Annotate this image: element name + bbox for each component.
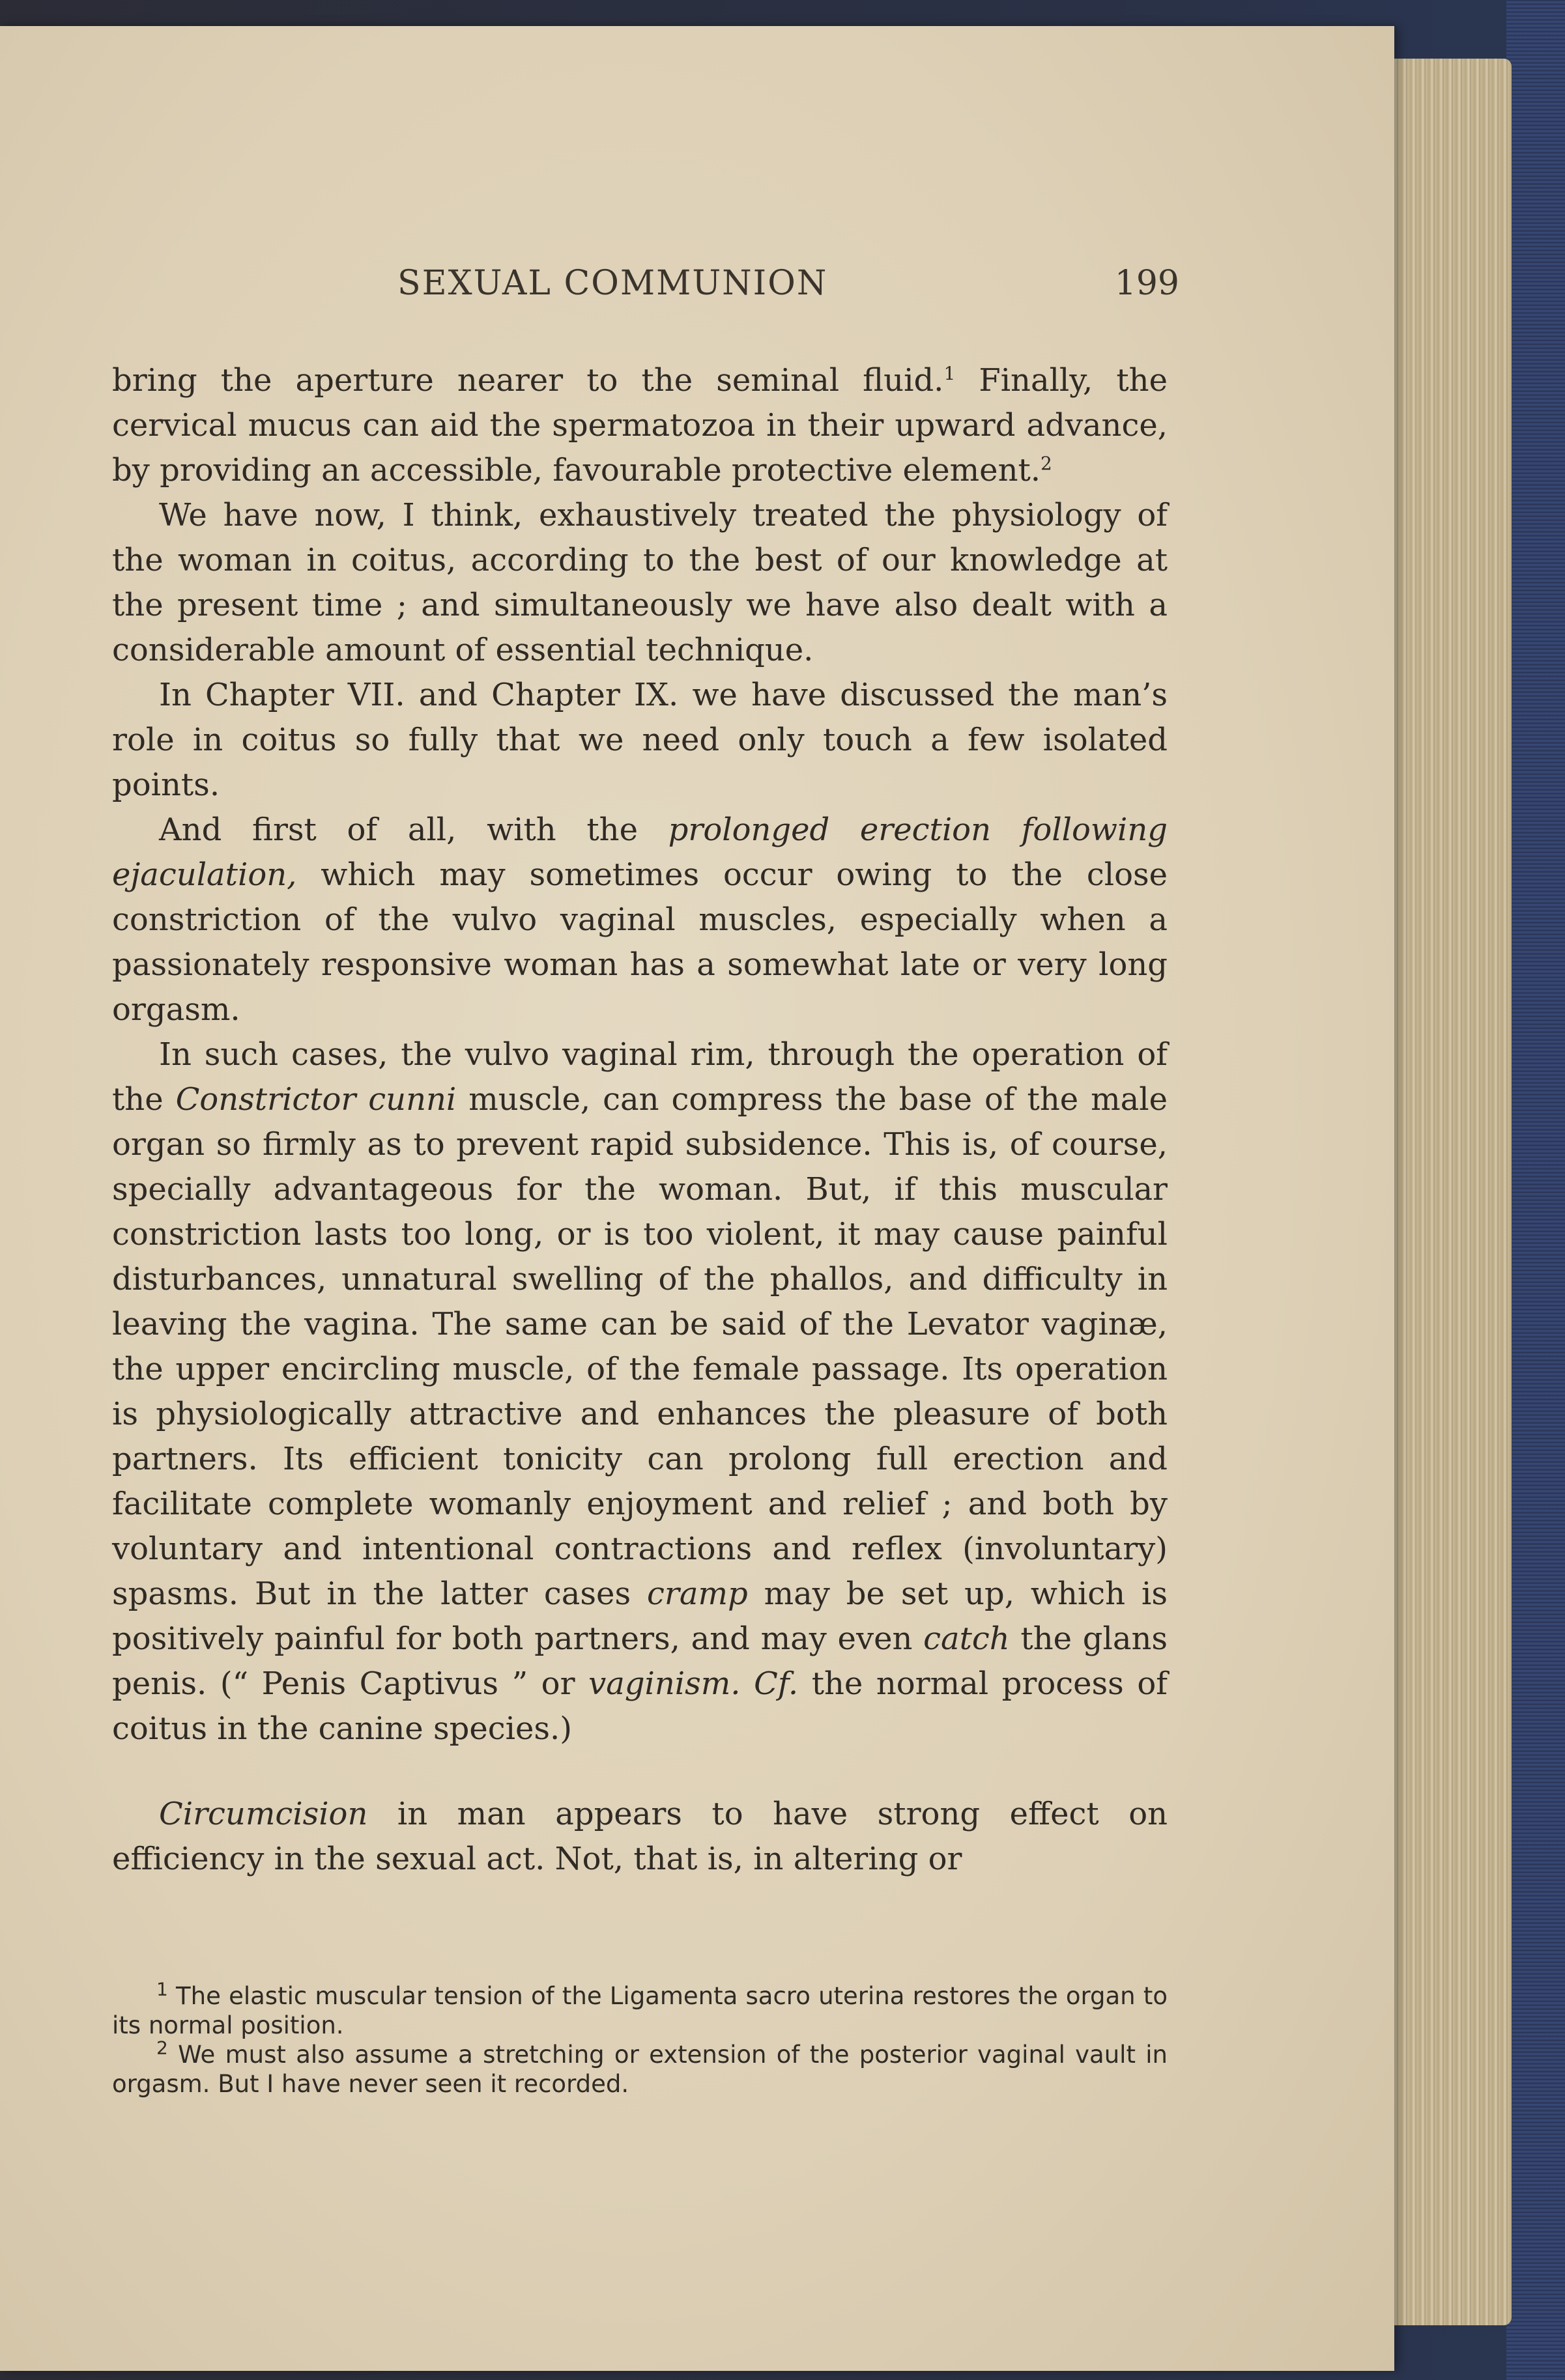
text-run: in man appears to have strong effect on efficiency in the sexual act. Not, that is, in altering or <box>112 1796 1168 1877</box>
italic-text: prolonged erection following ejaculation, <box>112 812 1168 893</box>
footnote <box>112 1978 1168 2040</box>
paragraph <box>112 1032 1168 1751</box>
running-head <box>111 264 1179 322</box>
italic-text: Circumcision <box>159 1796 368 1832</box>
paragraph <box>112 1792 1168 1882</box>
text-run: bring the aperture nearer to the seminal fluid. <box>112 362 944 399</box>
footnote-mark: 2 <box>156 2037 168 2059</box>
text-run: In such cases, the vulvo vaginal rim, through the operation of the <box>112 1036 1168 1118</box>
text-run: which may sometimes occur owing to the close constriction of the vulvo vaginal muscles, especially when a passionately responsive woman has a somewhat late or very long orgasm. <box>112 857 1168 1028</box>
footnote-mark: 1 <box>156 1978 168 2000</box>
italic-text: vaginism. Cf. <box>588 1665 799 1702</box>
text-run: may be set up, which is positively painful for both partners, and may even <box>112 1576 1168 1657</box>
text-run: muscle, can compress the base of the male organ so firmly as to prevent rapid subsidence. This is, of course, specially advantageous for the woman. But, if this muscular constriction lasts too long, or is too violent, it may cause painful disturbances, unnatural swelling of the phallos, and difficulty in leaving the vagina. The same can be said of the Levator vaginæ, the upper encircling muscle, of the female passage. Its operation is physiologically attractive and enhances the pleasure of both partners. Its efficient tonicity can prolong full erection and facilitate complete womanly enjoyment and relief ; and both by voluntary and intentional contractions and reflex (involuntary) spasms. But in the latter cases <box>112 1081 1168 1612</box>
paragraph <box>112 673 1168 808</box>
text-run: In Chapter VII. and Chapter IX. we have discussed the man’s role in coitus so fully that we need only touch a few isolated points. <box>112 677 1168 803</box>
paragraph <box>112 808 1168 1032</box>
italic-text: Constrictor cunni <box>175 1081 457 1118</box>
italic-text: catch <box>923 1621 1010 1657</box>
italic-text: cramp <box>647 1576 748 1612</box>
book-page <box>0 26 1394 2371</box>
text-run: Finally, the cervical mucus can aid the spermatozoa in their upward advance, by providing an accessible, favourable protective element. <box>112 362 1168 489</box>
text-run: the normal process of coitus in the canine species.) <box>112 1665 1168 1747</box>
running-title: SEXUAL COMMUNION <box>397 264 828 303</box>
paragraph <box>112 358 1168 493</box>
text-run: We have now, I think, exhaustively treated the physiology of the woman in coitus, according to the best of our knowledge at the present time ; and simultaneously we have also dealt with a considerable amount of essential technique. <box>112 497 1168 668</box>
body-text <box>112 358 1168 1882</box>
footnote <box>112 2037 1168 2099</box>
footnote-ref: 2 <box>1041 453 1052 474</box>
cover-spine-cloth <box>1506 0 1565 2380</box>
footnote-ref: 1 <box>943 363 956 384</box>
footnote-text: We must also assume a stretching or extension of the posterior vaginal vault in orgasm. But I have never seen it recorded. <box>112 2041 1168 2098</box>
paragraph <box>112 493 1168 673</box>
page-number: 199 <box>1114 264 1179 303</box>
footnotes <box>112 1978 1168 2099</box>
text-run: And first of all, with the <box>159 812 668 848</box>
footnote-text: The elastic muscular tension of the Ligamenta sacro uterina restores the organ to its normal position. <box>112 1982 1168 2039</box>
text-run: the glans penis. (“ Penis Captivus ” or <box>112 1621 1168 1702</box>
